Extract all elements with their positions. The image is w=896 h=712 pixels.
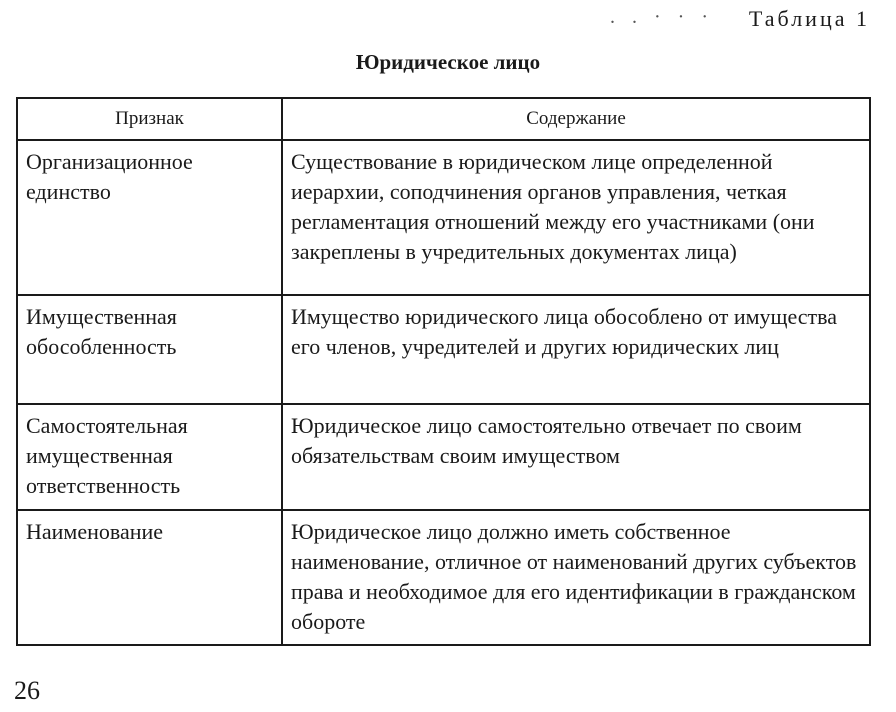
decorative-dots: . . · · · <box>610 6 714 28</box>
table-row <box>17 510 870 645</box>
table-row <box>17 295 870 404</box>
legal-entity-table <box>16 97 871 646</box>
content-cell: Юридическое лицо самостоятельно отвечает по своим обязательствам своим имуществом <box>282 404 870 510</box>
table-row <box>17 140 870 295</box>
content-cell: Имущество юридического лица обособлено от имущества его членов, учредителей и других юридических лиц <box>282 295 870 404</box>
content-cell: Юридическое лицо должно иметь собственное наименование, отличное от наименований других субъектов права и необходимое для его идентификации в гражданском обороте <box>282 510 870 645</box>
feature-cell: Самостоятельная имущественная ответственность <box>17 404 282 510</box>
page-number: 26 <box>14 676 40 705</box>
table-caption: Юридическое лицо <box>355 50 541 74</box>
table-label: Таблица 1 <box>748 6 870 31</box>
feature-cell: Имущественная обособленность <box>17 295 282 404</box>
feature-cell: Организационное единство <box>17 140 282 295</box>
table-row <box>17 404 870 510</box>
table-header-row <box>17 98 870 140</box>
column-header-feature: Признак <box>17 98 282 140</box>
column-header-content: Содержание <box>282 98 870 140</box>
feature-cell: Наименование <box>17 510 282 645</box>
content-cell: Существование в юридическом лице определенной иерархии, соподчинения органов управления, четкая регламентация отношений между его участниками (они закреплены в учредительных документах лица) <box>282 140 870 295</box>
